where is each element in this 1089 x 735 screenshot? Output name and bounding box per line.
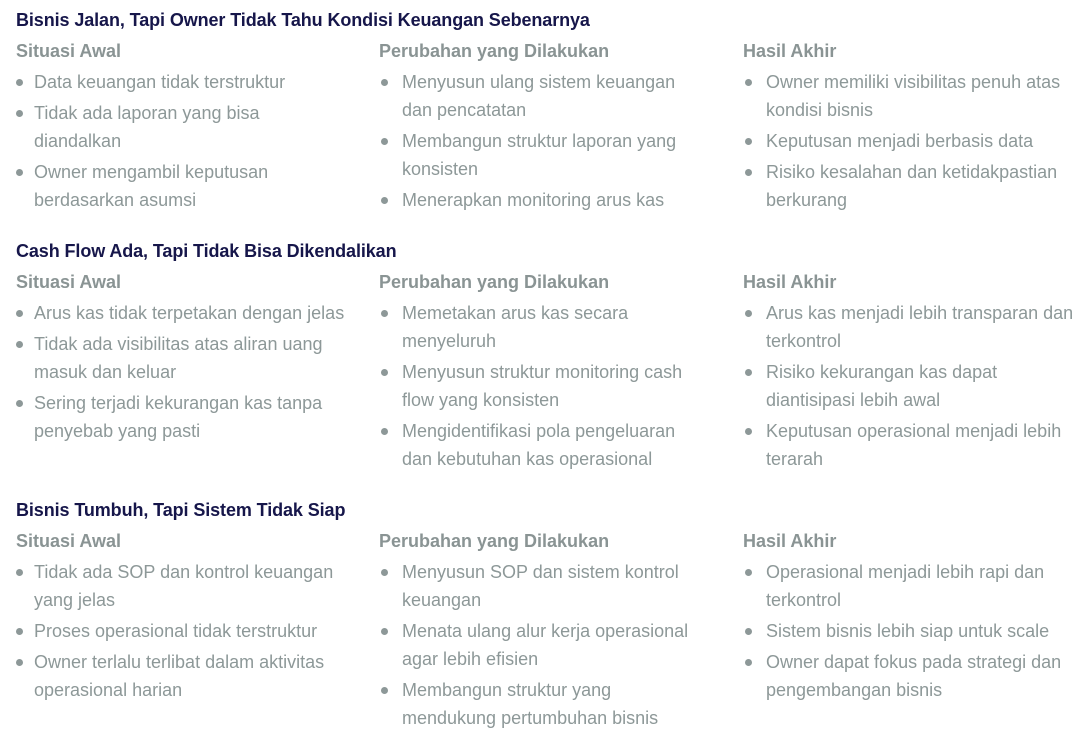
case-title: Cash Flow Ada, Tapi Tidak Bisa Dikendalikan <box>16 241 397 261</box>
bullet-list <box>16 299 346 445</box>
list-item-text: Sering terjadi kekurangan kas tanpa penyebab yang pasti <box>34 393 323 441</box>
list-item-text: Arus kas menjadi lebih transparan dan terkontrol <box>766 303 1074 351</box>
bullet-icon <box>16 659 23 666</box>
list-item-text: Owner dapat fokus pada strategi dan pengembangan bisnis <box>766 652 1062 700</box>
list-item-text: Mengidentifikasi pola pengeluaran dan kebutuhan kas operasional <box>402 421 676 469</box>
list-item-text: Arus kas tidak terpetakan dengan jelas <box>34 303 345 323</box>
bullet-icon <box>745 138 752 145</box>
list-item <box>16 330 346 386</box>
list-item-text: Risiko kekurangan kas dapat diantisipasi lebih awal <box>766 362 998 410</box>
bullet-list <box>743 558 1083 704</box>
list-item-text: Keputusan operasional menjadi lebih terarah <box>766 421 1062 469</box>
list-item-text: Sistem bisnis lebih siap untuk scale <box>766 621 1050 641</box>
list-item <box>743 299 1083 355</box>
bullet-icon <box>381 197 388 204</box>
case-title: Bisnis Jalan, Tapi Owner Tidak Tahu Kondisi Keuangan Sebenarnya <box>16 10 590 30</box>
bullet-icon <box>745 310 752 317</box>
list-item-text: Data keuangan tidak terstruktur <box>34 72 286 92</box>
bullet-icon <box>745 369 752 376</box>
bullet-icon <box>16 569 23 576</box>
list-item-text: Menyusun struktur monitoring cash flow yang konsisten <box>402 362 683 410</box>
column-heading: Situasi Awal <box>16 41 122 61</box>
bullet-list <box>379 68 709 214</box>
bullet-icon <box>745 428 752 435</box>
list-item-text: Operasional menjadi lebih rapi dan terkontrol <box>766 562 1045 610</box>
bullet-icon <box>745 79 752 86</box>
list-item <box>16 389 346 445</box>
list-item-text: Keputusan menjadi berbasis data <box>766 131 1034 151</box>
list-item <box>16 99 346 155</box>
list-item-text: Menyusun SOP dan sistem kontrol keuangan <box>402 562 679 610</box>
bullet-icon <box>745 659 752 666</box>
list-item-text: Owner memiliki visibilitas penuh atas kondisi bisnis <box>766 72 1061 120</box>
list-item-text: Proses operasional tidak terstruktur <box>34 621 318 641</box>
list-item-text: Menyusun ulang sistem keuangan dan pencatatan <box>402 72 676 120</box>
list-item <box>379 417 709 473</box>
perubahan-column <box>379 38 709 217</box>
bullet-icon <box>381 569 388 576</box>
bullet-icon <box>16 310 23 317</box>
list-item <box>379 299 709 355</box>
list-item <box>743 158 1083 214</box>
bullet-list <box>379 299 709 473</box>
list-item-text: Membangun struktur laporan yang konsisten <box>402 131 677 179</box>
bullet-icon <box>745 169 752 176</box>
list-item <box>743 558 1083 614</box>
bullet-icon <box>745 569 752 576</box>
list-item <box>379 558 709 614</box>
list-item-text: Tidak ada laporan yang bisa diandalkan <box>34 103 260 151</box>
list-item-text: Tidak ada SOP dan kontrol keuangan yang jelas <box>34 562 334 610</box>
bullet-icon <box>16 79 23 86</box>
list-item <box>16 299 346 327</box>
perubahan-column <box>379 528 709 735</box>
bullet-list <box>379 558 709 732</box>
list-item <box>16 158 346 214</box>
list-item <box>743 127 1083 155</box>
bullet-icon <box>16 628 23 635</box>
bullet-icon <box>16 341 23 348</box>
bullet-icon <box>381 369 388 376</box>
bullet-icon <box>381 628 388 635</box>
list-item <box>743 417 1083 473</box>
list-item <box>743 617 1083 645</box>
list-item <box>16 617 346 645</box>
list-item-text: Tidak ada visibilitas atas aliran uang masuk dan keluar <box>34 334 323 382</box>
perubahan-column <box>379 269 709 476</box>
list-item <box>379 358 709 414</box>
bullet-icon <box>16 400 23 407</box>
bullet-icon <box>16 110 23 117</box>
hasil-akhir-column <box>743 528 1083 707</box>
bullet-icon <box>381 687 388 694</box>
bullet-icon <box>16 169 23 176</box>
list-item <box>379 68 709 124</box>
bullet-icon <box>381 428 388 435</box>
hasil-akhir-column <box>743 269 1083 476</box>
list-item <box>743 68 1083 124</box>
bullet-list <box>743 68 1083 214</box>
list-item-text: Owner terlalu terlibat dalam aktivitas operasional harian <box>34 652 325 700</box>
list-item-text: Owner mengambil keputusan berdasarkan asumsi <box>34 162 269 210</box>
column-heading: Situasi Awal <box>16 272 122 292</box>
situasi-awal-column <box>16 269 346 448</box>
bullet-icon <box>745 628 752 635</box>
list-item-text: Menata ulang alur kerja operasional agar lebih efisien <box>402 621 689 669</box>
column-heading: Perubahan yang Dilakukan <box>379 41 610 61</box>
list-item <box>379 186 709 214</box>
list-item <box>743 648 1083 704</box>
list-item <box>379 676 709 732</box>
bullet-icon <box>381 138 388 145</box>
list-item-text: Memetakan arus kas secara menyeluruh <box>402 303 629 351</box>
bullet-icon <box>381 310 388 317</box>
list-item-text: Membangun struktur yang mendukung pertumbuhan bisnis <box>402 680 659 728</box>
situasi-awal-column <box>16 528 346 707</box>
list-item <box>379 617 709 673</box>
list-item <box>743 358 1083 414</box>
list-item-text: Risiko kesalahan dan ketidakpastian berkurang <box>766 162 1058 210</box>
situasi-awal-column <box>16 38 346 217</box>
column-heading: Hasil Akhir <box>743 272 837 292</box>
list-item-text: Menerapkan monitoring arus kas <box>402 190 665 210</box>
bullet-list <box>743 299 1083 473</box>
list-item <box>16 68 346 96</box>
column-heading: Hasil Akhir <box>743 531 837 551</box>
bullet-list <box>16 558 346 704</box>
case-title: Bisnis Tumbuh, Tapi Sistem Tidak Siap <box>16 500 346 520</box>
hasil-akhir-column <box>743 38 1083 217</box>
column-heading: Hasil Akhir <box>743 41 837 61</box>
list-item <box>16 648 346 704</box>
bullet-icon <box>381 79 388 86</box>
list-item <box>379 127 709 183</box>
bullet-list <box>16 68 346 214</box>
list-item <box>16 558 346 614</box>
column-heading: Perubahan yang Dilakukan <box>379 272 610 292</box>
column-heading: Perubahan yang Dilakukan <box>379 531 610 551</box>
column-heading: Situasi Awal <box>16 531 122 551</box>
